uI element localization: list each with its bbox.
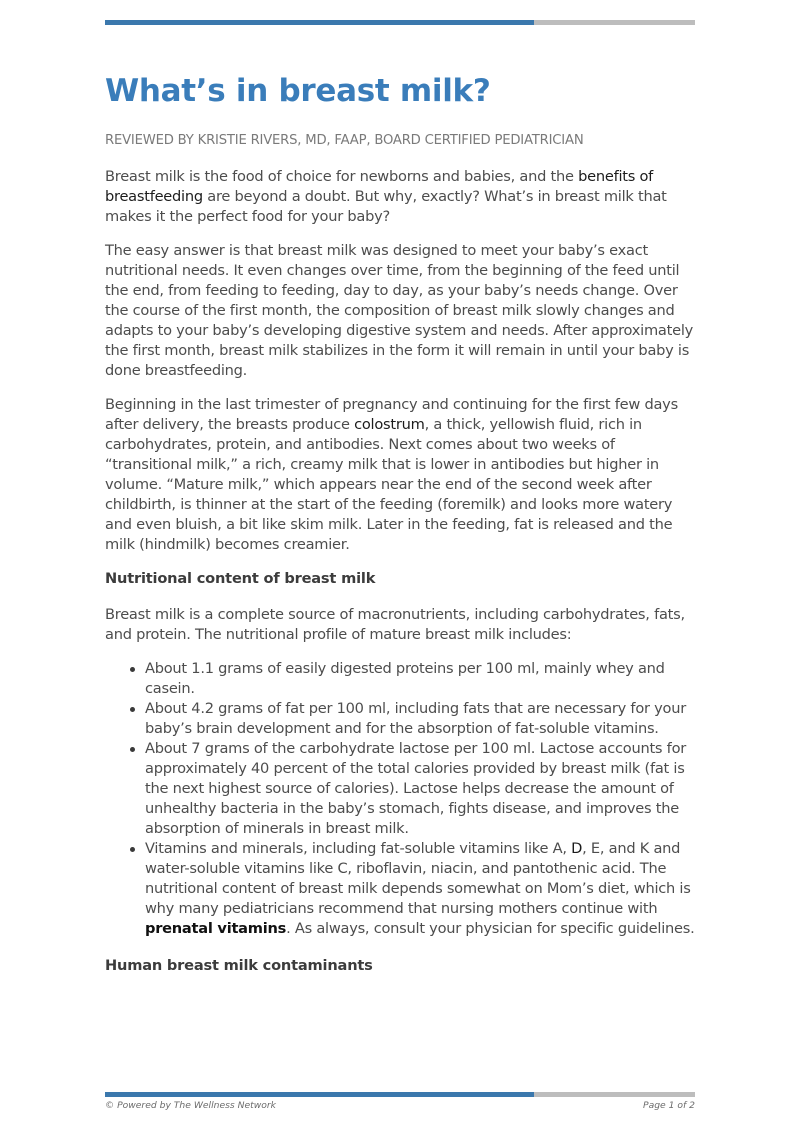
macronutrients-paragraph: Breast milk is a complete source of macronutrients, including carbohydrates, fats, and protein. The nutritional profile of mature breast milk includes: <box>105 606 685 643</box>
header-rule-accent <box>105 20 534 25</box>
powered-by-text: © Powered by The Wellness Network <box>105 1100 276 1111</box>
vitamin-d-link[interactable]: D <box>571 840 583 857</box>
prenatal-vitamins-link[interactable]: prenatal vitamins <box>145 920 287 937</box>
benefits-of-breastfeeding-link[interactable]: benefits of breastfeeding <box>105 168 654 205</box>
list-item-fat: About 4.2 grams of fat per 100 ml, including fats that are necessary for your baby’s brain development and for the absorption of fat-soluble vitamins. <box>145 699 697 739</box>
page-footer <box>105 1100 695 1112</box>
section-heading-nutritional-content: Nutritional content of breast milk <box>105 570 376 587</box>
milk-stages-text-after: , a thick, yellowish fluid, rich in carbohydrates, protein, and antibodies. Next comes about two weeks of “transitional milk,” a rich, creamy milk that is lower in antibodies but higher in volume. “Mature milk,” which appears near the end of the second week after childbirth, is thinner at the start of the feeding (foremilk) and looks more watery and even bluish, a bit like skim milk. Later in the feeding, fat is released and the milk (hindmilk) becomes creamier. <box>105 416 673 553</box>
intro-text-before: Breast milk is the food of choice for newborns and babies, and the <box>105 168 579 185</box>
intro-text-after: are beyond a doubt. But why, exactly? What’s in breast milk that makes it the perfect food for your baby? <box>105 188 667 225</box>
vitamins-text-before: Vitamins and minerals, including fat-soluble vitamins like A, <box>145 840 572 857</box>
milk-stages-paragraph <box>105 395 697 555</box>
page-title: What’s in breast milk? <box>105 73 491 109</box>
page-indicator: Page 1 of 2 <box>643 1100 695 1111</box>
header-rule <box>105 20 695 25</box>
footer-rule-accent <box>105 1092 534 1097</box>
vitamins-text-middle: , E, and K and water-soluble vitamins like C, riboflavin, niacin, and pantothenic acid. The nutritional content of breast milk depends somewhat on Mom’s diet, which is why many pediatricians recommend that nursing mothers continue with <box>145 840 691 917</box>
intro-paragraph <box>105 167 697 227</box>
nutritional-needs-paragraph: The easy answer is that breast milk was designed to meet your baby’s exact nutritional needs. It even changes over time, from the beginning of the feed until the end, from feeding to feeding, day to day, as your baby’s needs change. Over the course of the first month, the composition of breast milk slowly changes and adapts to your baby’s developing digestive system and needs. After approximately the first month, breast milk stabilizes in the form it will remain in until your baby is done breastfeeding. <box>105 242 694 379</box>
list-item-vitamins <box>145 839 697 939</box>
list-item-protein: About 1.1 grams of easily digested proteins per 100 ml, mainly whey and casein. <box>145 659 697 699</box>
milk-stages-text-before: Beginning in the last trimester of pregnancy and continuing for the first few days after delivery, the breasts produce <box>105 396 678 433</box>
footer-rule-track <box>534 1092 695 1097</box>
nutrient-list <box>105 659 697 939</box>
section-heading-contaminants: Human breast milk contaminants <box>105 957 373 974</box>
vitamins-text-after: . As always, consult your physician for specific guidelines. <box>286 920 695 937</box>
header-rule-track <box>534 20 695 25</box>
list-item-lactose: About 7 grams of the carbohydrate lactose per 100 ml. Lactose accounts for approximately 40 percent of the total calories provided by breast milk (fat is the next highest source of calories). Lactose helps decrease the amount of unhealthy bacteria in the baby’s stomach, fights disease, and improves the absorption of minerals in breast milk. <box>145 739 697 839</box>
colostrum-link[interactable]: colostrum <box>354 416 425 433</box>
article <box>105 68 697 976</box>
reviewer-byline: REVIEWED BY KRISTIE RIVERS, MD, FAAP, BOARD CERTIFIED PEDIATRICIAN <box>105 133 584 148</box>
footer-rule <box>105 1092 695 1097</box>
